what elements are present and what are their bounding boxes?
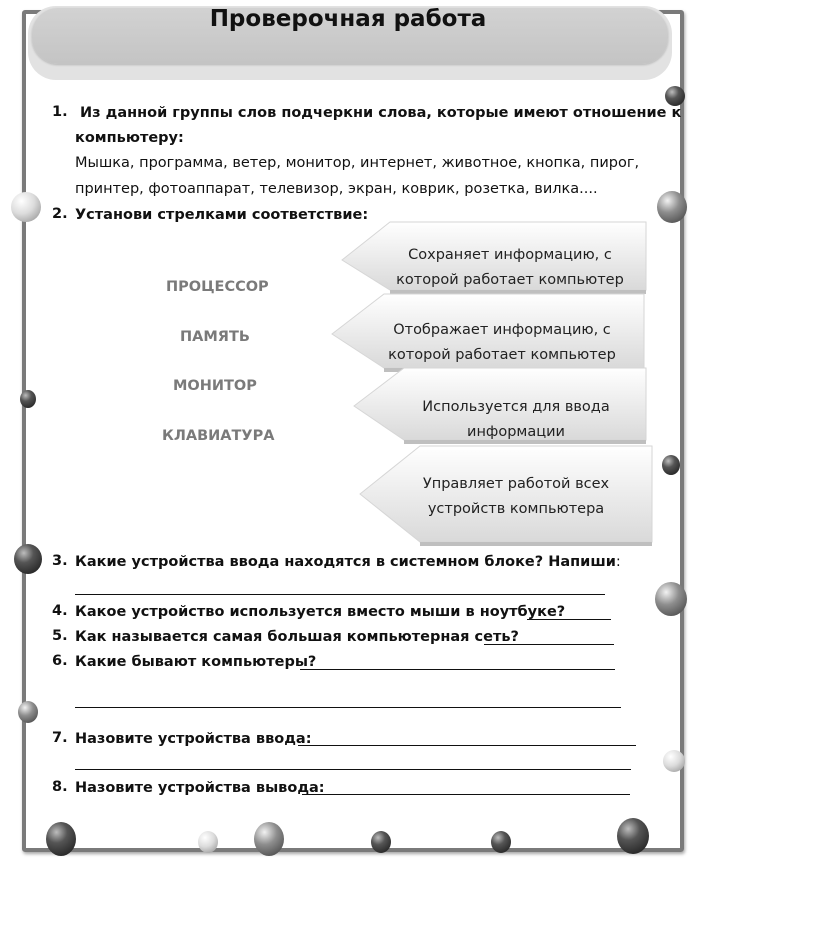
question-6-answer-line[interactable] — [300, 669, 615, 670]
question-1-number: 1. — [52, 104, 68, 120]
question-3-colon: : — [615, 554, 621, 570]
definition-1 — [390, 243, 630, 293]
question-3-text-wrap — [75, 550, 621, 574]
decor-ball — [655, 582, 687, 616]
decor-ball — [11, 192, 41, 222]
definition-2 — [382, 318, 622, 368]
definition-2-line1: Отображает информацию, с — [393, 322, 611, 338]
definition-4-line2: устройств компьютера — [427, 501, 605, 517]
question-8-number: 8. — [52, 779, 68, 795]
decor-ball — [20, 390, 36, 408]
question-1-text-line1: Из данной группы слов подчеркни слова, которые имеют отношение к — [80, 105, 682, 121]
question-6-answer-line-2[interactable] — [75, 707, 621, 708]
question-4-text: Какое устройство используется вместо мыши в ноутбуке? — [75, 604, 566, 620]
question-3-answer-line[interactable] — [75, 594, 605, 595]
decor-ball — [663, 750, 685, 772]
definition-4 — [406, 472, 626, 522]
question-8-text: Назовите устройства вывода: — [75, 780, 325, 796]
definition-3 — [406, 395, 626, 445]
question-4-number: 4. — [52, 603, 68, 619]
question-3-number: 3. — [52, 553, 68, 569]
decor-ball — [14, 544, 42, 574]
question-7-answer-line-2[interactable] — [75, 769, 631, 770]
question-7-text: Назовите устройства ввода: — [75, 731, 312, 747]
decor-ball — [18, 701, 38, 723]
term-processor: ПРОЦЕССОР — [166, 279, 269, 295]
definition-3-line2: информации — [467, 424, 565, 440]
decor-ball — [662, 455, 680, 475]
decor-ball — [617, 818, 649, 854]
term-monitor: МОНИТОР — [173, 378, 257, 394]
definition-1-line1: Сохраняет информацию, с — [408, 247, 612, 263]
question-5-answer-line[interactable] — [484, 644, 614, 645]
question-1-words-line1: Мышка, программа, ветер, монитор, интернет, животное, кнопка, пирог, — [75, 155, 640, 171]
question-4-answer-line[interactable] — [527, 619, 611, 620]
decor-ball — [491, 831, 511, 853]
decor-ball — [657, 191, 687, 223]
term-memory: ПАМЯТЬ — [180, 329, 250, 345]
question-6-text: Какие бывают компьютеры? — [75, 654, 317, 670]
question-2-text: Установи стрелками соответствие: — [75, 207, 369, 223]
question-3-text: Какие устройства ввода находятся в системном блоке? Напиши — [75, 554, 616, 570]
decor-ball — [371, 831, 391, 853]
page-title: Проверочная работа — [209, 6, 487, 32]
term-keyboard: КЛАВИАТУРА — [162, 428, 275, 444]
question-8-answer-line[interactable] — [302, 794, 630, 795]
definition-4-line1: Управляет работой всех — [422, 476, 610, 492]
question-7-answer-line[interactable] — [298, 745, 636, 746]
definition-3-line1: Используется для ввода — [422, 399, 610, 415]
question-5-text: Как называется самая большая компьютерная сеть? — [75, 629, 519, 645]
question-5-number: 5. — [52, 628, 68, 644]
decor-ball — [254, 822, 284, 856]
decor-ball — [198, 831, 218, 853]
definition-1-line2: которой работает компьютер — [396, 272, 624, 288]
decor-ball — [46, 822, 76, 856]
question-7-number: 7. — [52, 730, 68, 746]
question-1-text-line2: компьютеру: — [75, 130, 184, 146]
question-1-words-line2: принтер, фотоаппарат, телевизор, экран, коврик, розетка, вилка.... — [75, 181, 598, 197]
question-6-number: 6. — [52, 653, 68, 669]
definition-2-line2: которой работает компьютер — [388, 347, 616, 363]
question-2-number: 2. — [52, 206, 68, 222]
